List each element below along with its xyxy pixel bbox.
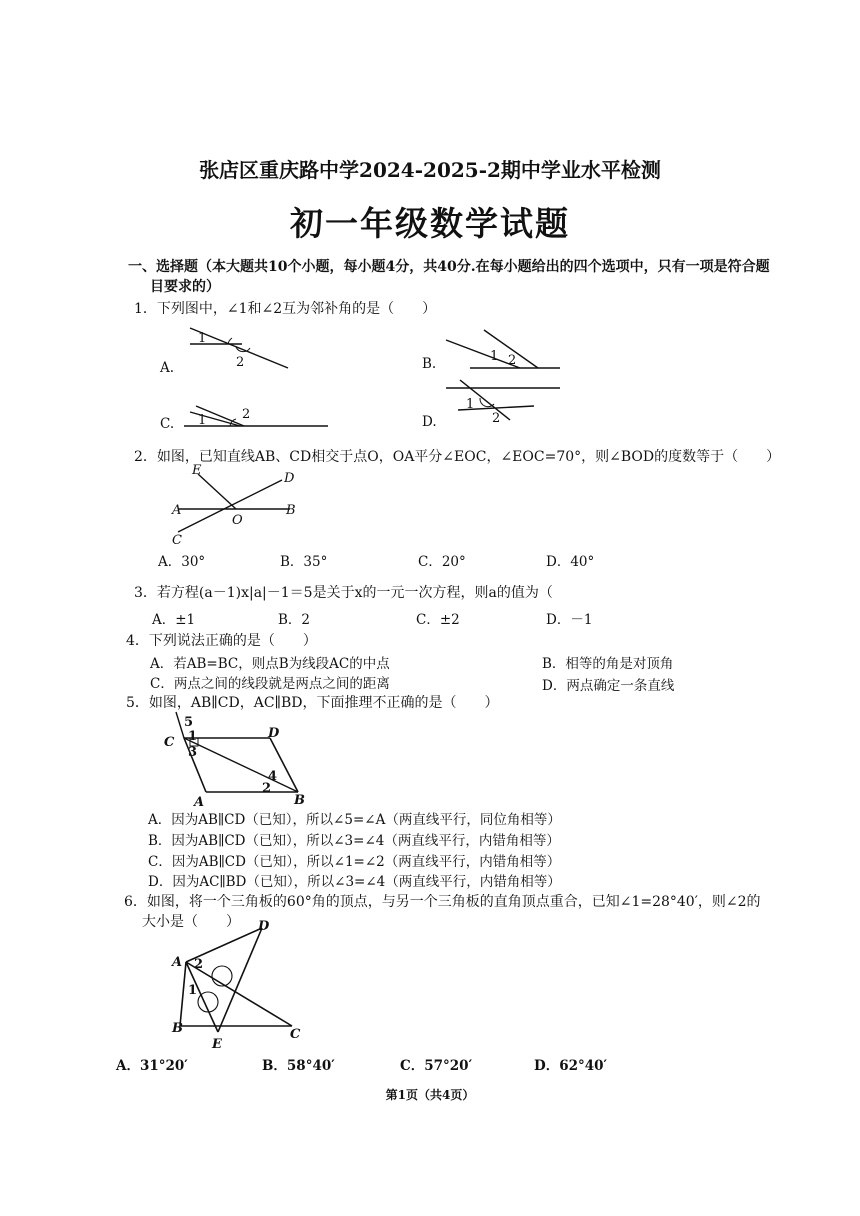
q2-stem: 2．如图，已知直线AB、CD相交于点O，OA平分∠EOC，∠EOC=70°，则∠BOD的度数等于（ ）	[134, 449, 781, 465]
q3-option-c: C．±2	[416, 612, 460, 628]
q6-label-1: 1	[188, 983, 198, 998]
svg-text:1: 1	[466, 397, 475, 412]
svg-text:2: 2	[242, 407, 251, 422]
q5-label-3: 3	[188, 745, 198, 760]
q4-option-d: D．两点确定一条直线	[542, 678, 675, 694]
q4-stem: 4．下列说法正确的是（ ）	[126, 633, 317, 649]
q6-label-b: B	[172, 1021, 183, 1036]
q3-option-a: A．±1	[152, 612, 196, 628]
svg-text:2: 2	[236, 355, 245, 370]
q2-option-b: B．35°	[280, 554, 328, 570]
q6-label-e: E	[212, 1037, 222, 1052]
q1-option-c: C.	[160, 416, 175, 432]
q5-label-4: 4	[268, 769, 278, 784]
q4-option-a: A．若AB=BC，则点B为线段AC的中点	[150, 656, 390, 672]
q3-option-d: D．－1	[546, 612, 593, 628]
school-title: 张店区重庆路中学2024-2025-2期中学业水平检测	[199, 158, 661, 182]
page-footer: 第1页（共4页）	[385, 1088, 475, 1102]
q3-option-b: B．2	[278, 612, 311, 628]
q6-option-a: A．31°20′	[116, 1058, 188, 1074]
q6-label-a: A	[172, 955, 183, 970]
q2-option-d: D．40°	[546, 554, 595, 570]
q6-label-2: 2	[194, 957, 204, 972]
q2-label-c: C	[172, 533, 182, 548]
q6-option-c: C．57°20′	[400, 1058, 473, 1074]
q5-label-2: 2	[262, 781, 272, 796]
q6-label-c: C	[290, 1027, 301, 1042]
q6-option-b: B．58°40′	[262, 1058, 335, 1074]
q1-option-b: B.	[422, 356, 437, 372]
q2-option-a: A．30°	[158, 554, 206, 570]
q6-option-d: D．62°40′	[534, 1058, 608, 1074]
section1-title-line2: 目要求的）	[150, 279, 220, 295]
q1-stem: 1．下列图中，∠1和∠2互为邻补角的是（ ）	[134, 301, 437, 317]
q5-label-5: 5	[184, 715, 194, 730]
q1-option-a: A.	[160, 360, 175, 376]
q5-label-a: A	[194, 795, 205, 810]
q5-option-d: D．因为AC∥BD（已知），所以∠3=∠4（两直线平行，内错角相等）	[148, 874, 561, 890]
q6-stem-line2: 大小是（ ）	[142, 914, 240, 930]
q5-label-b: B	[294, 793, 305, 808]
q5-option-c: C．因为AB∥CD（已知），所以∠1=∠2（两直线平行，内错角相等）	[148, 854, 561, 870]
q2-option-c: C．20°	[418, 554, 466, 570]
q5-stem: 5．如图，AB∥CD，AC∥BD，下面推理不正确的是（ ）	[126, 695, 499, 711]
svg-text:2: 2	[508, 353, 517, 368]
section1-title-line1: 一、选择题（本大题共10个小题，每小题4分，共40分.在每小题给出的四个选项中，只有一项是符合题	[128, 259, 770, 275]
q6-stem-line1: 6．如图，将一个三角板的60°角的顶点，与另一个三角板的直角顶点重合，已知∠1=28°40′，则∠2的	[124, 894, 761, 910]
q4-option-b: B．相等的角是对顶角	[542, 656, 674, 672]
svg-text:1: 1	[198, 331, 207, 346]
q2-label-e: E	[192, 463, 202, 478]
q3-stem: 3．若方程(a－1)x|a|－1＝5是关于x的一元一次方程，则a的值为（	[134, 585, 553, 601]
svg-text:1: 1	[198, 413, 207, 428]
q1-option-d: D.	[422, 414, 437, 430]
q6-label-d: D	[258, 919, 270, 934]
q4-option-c: C．两点之间的线段就是两点之间的距离	[150, 676, 390, 692]
q5-option-b: B．因为AB∥CD（已知），所以∠3=∠4（两直线平行，内错角相等）	[148, 833, 560, 849]
q5-label-d: D	[268, 726, 280, 741]
svg-text:1: 1	[490, 349, 499, 364]
q2-label-o: O	[232, 513, 243, 528]
q5-label-1: 1	[188, 729, 198, 744]
q5-option-a: A．因为AB∥CD（已知），所以∠5=∠A（两直线平行，同位角相等）	[148, 812, 561, 828]
exam-title: 初一年级数学试题	[290, 204, 570, 243]
q2-label-b: B	[286, 503, 296, 518]
q2-label-d: D	[284, 471, 295, 486]
q2-label-a: A	[172, 503, 182, 518]
q5-label-c: C	[164, 735, 175, 750]
svg-text:2: 2	[492, 411, 501, 426]
